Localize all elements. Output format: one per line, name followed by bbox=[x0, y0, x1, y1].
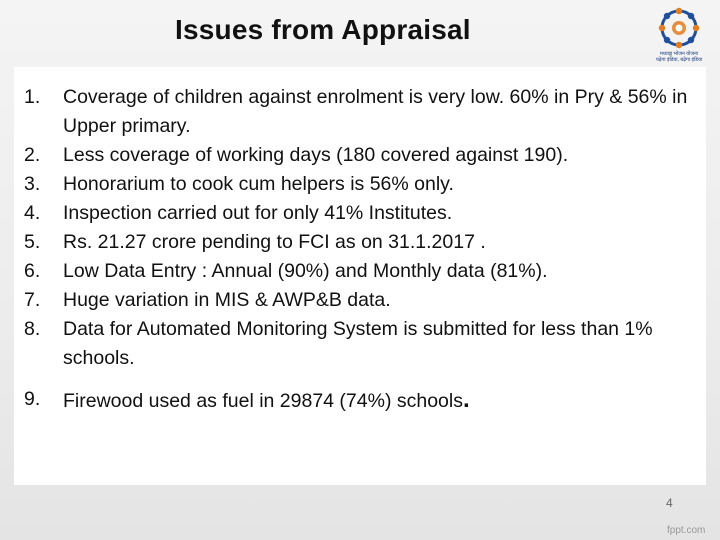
watermark: fppt.com bbox=[667, 525, 706, 536]
item-number: 9. bbox=[24, 388, 41, 410]
item-text: Inspection carried out for only 41% Institutes. bbox=[63, 202, 453, 224]
list-item bbox=[14, 83, 706, 141]
item-tail-period: . bbox=[462, 386, 470, 413]
list-item bbox=[14, 385, 706, 416]
list-item bbox=[14, 170, 706, 199]
item-number: 8. bbox=[24, 318, 41, 340]
slide-title: Issues from Appraisal bbox=[175, 14, 471, 45]
logo-caption-line1: मध्याह्न भोजन योजना bbox=[659, 51, 699, 57]
list-item bbox=[14, 286, 706, 315]
list-item bbox=[14, 315, 706, 373]
item-text: Honorarium to cook cum helpers is 56% only. bbox=[63, 173, 454, 195]
item-number: 4. bbox=[24, 202, 41, 224]
item-text: Coverage of children against enrolment is very low. 60% in Pry & 56% in Upper primary. bbox=[63, 86, 688, 137]
list-item bbox=[14, 257, 706, 286]
item-text: Data for Automated Monitoring System is submitted for less than 1% schools. bbox=[63, 318, 653, 369]
logo-graphic bbox=[646, 6, 712, 50]
page-number: 4 bbox=[666, 496, 673, 510]
list-item bbox=[14, 199, 706, 228]
item-number: 6. bbox=[24, 260, 41, 282]
list-item bbox=[14, 141, 706, 170]
issues-list bbox=[14, 83, 706, 416]
item-number: 1. bbox=[24, 86, 41, 108]
item-text: Rs. 21.27 crore pending to FCI as on 31.1.2017 . bbox=[63, 231, 486, 253]
item-number: 3. bbox=[24, 173, 41, 195]
logo-caption-line2: पढ़ेगा इंडिया, बढ़ेगा इंडिया bbox=[655, 57, 703, 63]
item-number: 5. bbox=[24, 231, 41, 253]
item-text: Huge variation in MIS & AWP&B data. bbox=[63, 289, 391, 311]
content-box bbox=[14, 67, 706, 485]
item-text: Less coverage of working days (180 covered against 190). bbox=[63, 144, 569, 166]
item-text: Low Data Entry : Annual (90%) and Monthly data (81%). bbox=[63, 260, 548, 282]
item-number: 2. bbox=[24, 144, 41, 166]
item-text: Firewood used as fuel in 29874 (74%) schools bbox=[63, 390, 463, 412]
list-item bbox=[14, 228, 706, 257]
mdm-scheme-logo-icon bbox=[646, 6, 712, 64]
item-number: 7. bbox=[24, 289, 41, 311]
